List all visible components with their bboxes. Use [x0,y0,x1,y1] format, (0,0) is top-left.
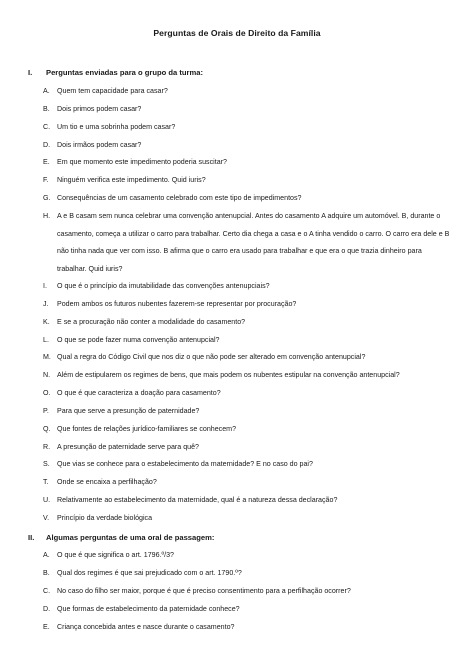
item-text: Em que momento este impedimento poderia suscitar? [57,158,227,166]
item-letter: P. [43,407,49,415]
item-text: A e B casam sem nunca celebrar uma convenção antenupcial. Antes do casamento A adquire um automóvel. B, durante o casamento, começa a utilizar o carro para trabalhar. Certo dia chega a casa e o A tinha vendido o carro. O carro era dele e B não tinha nada que ver com isso. B afirma que o carro era usado para trabalhar e que era o que trazia dinheiro para trabalhar. Quid iuris? [57,212,450,274]
item-text: Princípio da verdade biológica [57,514,153,522]
item-letter: D. [43,605,51,613]
section-title: Perguntas enviadas para o grupo da turma: [46,68,203,77]
item-letter: S. [43,460,50,468]
item-letter: A. [43,551,50,559]
item-text: No caso do filho ser maior, porque é que é preciso consentimento para a perfilhação ocorrer? [57,587,351,595]
item-text: Criança concebida antes e nasce durante o casamento? [57,623,235,631]
item-letter: C. [43,123,51,131]
item-text: E se a procuração não conter a modalidade do casamento? [57,318,246,326]
item-text: O que é que significa o art. 1796.º/3? [57,551,174,559]
item-letter: L. [43,336,49,344]
item-letter: U. [43,496,51,504]
item-letter: B. [43,569,50,577]
item-text: O que é o princípio da imutabilidade das convenções antenupciais? [57,282,270,290]
item-letter: T. [43,478,49,486]
document-title: Perguntas de Orais de Direito da Família [153,28,321,38]
item-text: Dois primos podem casar? [57,105,142,113]
item-text: Quem tem capacidade para casar? [57,87,168,95]
item-text: Qual a regra do Código Civil que nos diz o que não pode ser alterado em convenção antenupcial? [57,353,366,361]
item-text: Que vias se conhece para o estabelecimento da maternidade? E no caso do pai? [57,460,313,468]
item-text: Podem ambos os futuros nubentes fazerem-se representar por procuração? [57,300,297,308]
section-number: I. [28,68,33,77]
item-text: Que fontes de relações jurídico-familiares se conhecem? [57,425,237,433]
item-text: O que se pode fazer numa convenção antenupcial? [57,336,220,344]
item-text: O que é que caracteriza a doação para casamento? [57,389,221,397]
item-text: Um tio e uma sobrinha podem casar? [57,123,176,131]
item-letter: A. [43,87,50,95]
item-letter: O. [43,389,51,397]
item-letter: H. [43,212,51,220]
item-letter: G. [43,194,51,202]
section-title: Algumas perguntas de uma oral de passagem: [46,533,215,542]
item-letter: N. [43,371,51,379]
item-letter: Q. [43,425,51,433]
section-number: II. [28,533,35,542]
section-heading-2 [28,533,214,542]
item-letter: M. [43,353,51,361]
item-letter: E. [43,623,50,631]
item-letter: E. [43,158,50,166]
item-text: Relativamente ao estabelecimento da maternidade, qual é a natureza dessa declaração? [57,496,338,504]
item-letter: J. [43,300,49,308]
item-text: Onde se encaixa a perfilhação? [57,478,157,486]
item-text: Que formas de estabelecimento da paternidade conhece? [57,605,240,613]
item-letter: I. [43,282,47,290]
item-text: A presunção de paternidade serve para quê? [57,443,199,451]
item-letter: C. [43,587,51,595]
item-letter: F. [43,176,49,184]
section-heading-1 [28,68,203,77]
item-letter: D. [43,141,51,149]
item-letter: K. [43,318,50,326]
item-text: Consequências de um casamento celebrado com este tipo de impedimentos? [57,194,302,202]
item-letter: B. [43,105,50,113]
item-text: Para que serve a presunção de paternidade? [57,407,200,415]
item-text: Qual dos regimes é que sai prejudicado com o art. 1790.º? [57,569,242,577]
item-letter: V. [43,514,50,522]
item-letter: R. [43,443,51,451]
item-text: Ninguém verifica este impedimento. Quid iuris? [57,176,206,184]
item-text: Além de estipularem os regimes de bens, que mais podem os nubentes estipular na convenção antenupcial? [57,371,400,379]
item-text: Dois irmãos podem casar? [57,141,142,149]
